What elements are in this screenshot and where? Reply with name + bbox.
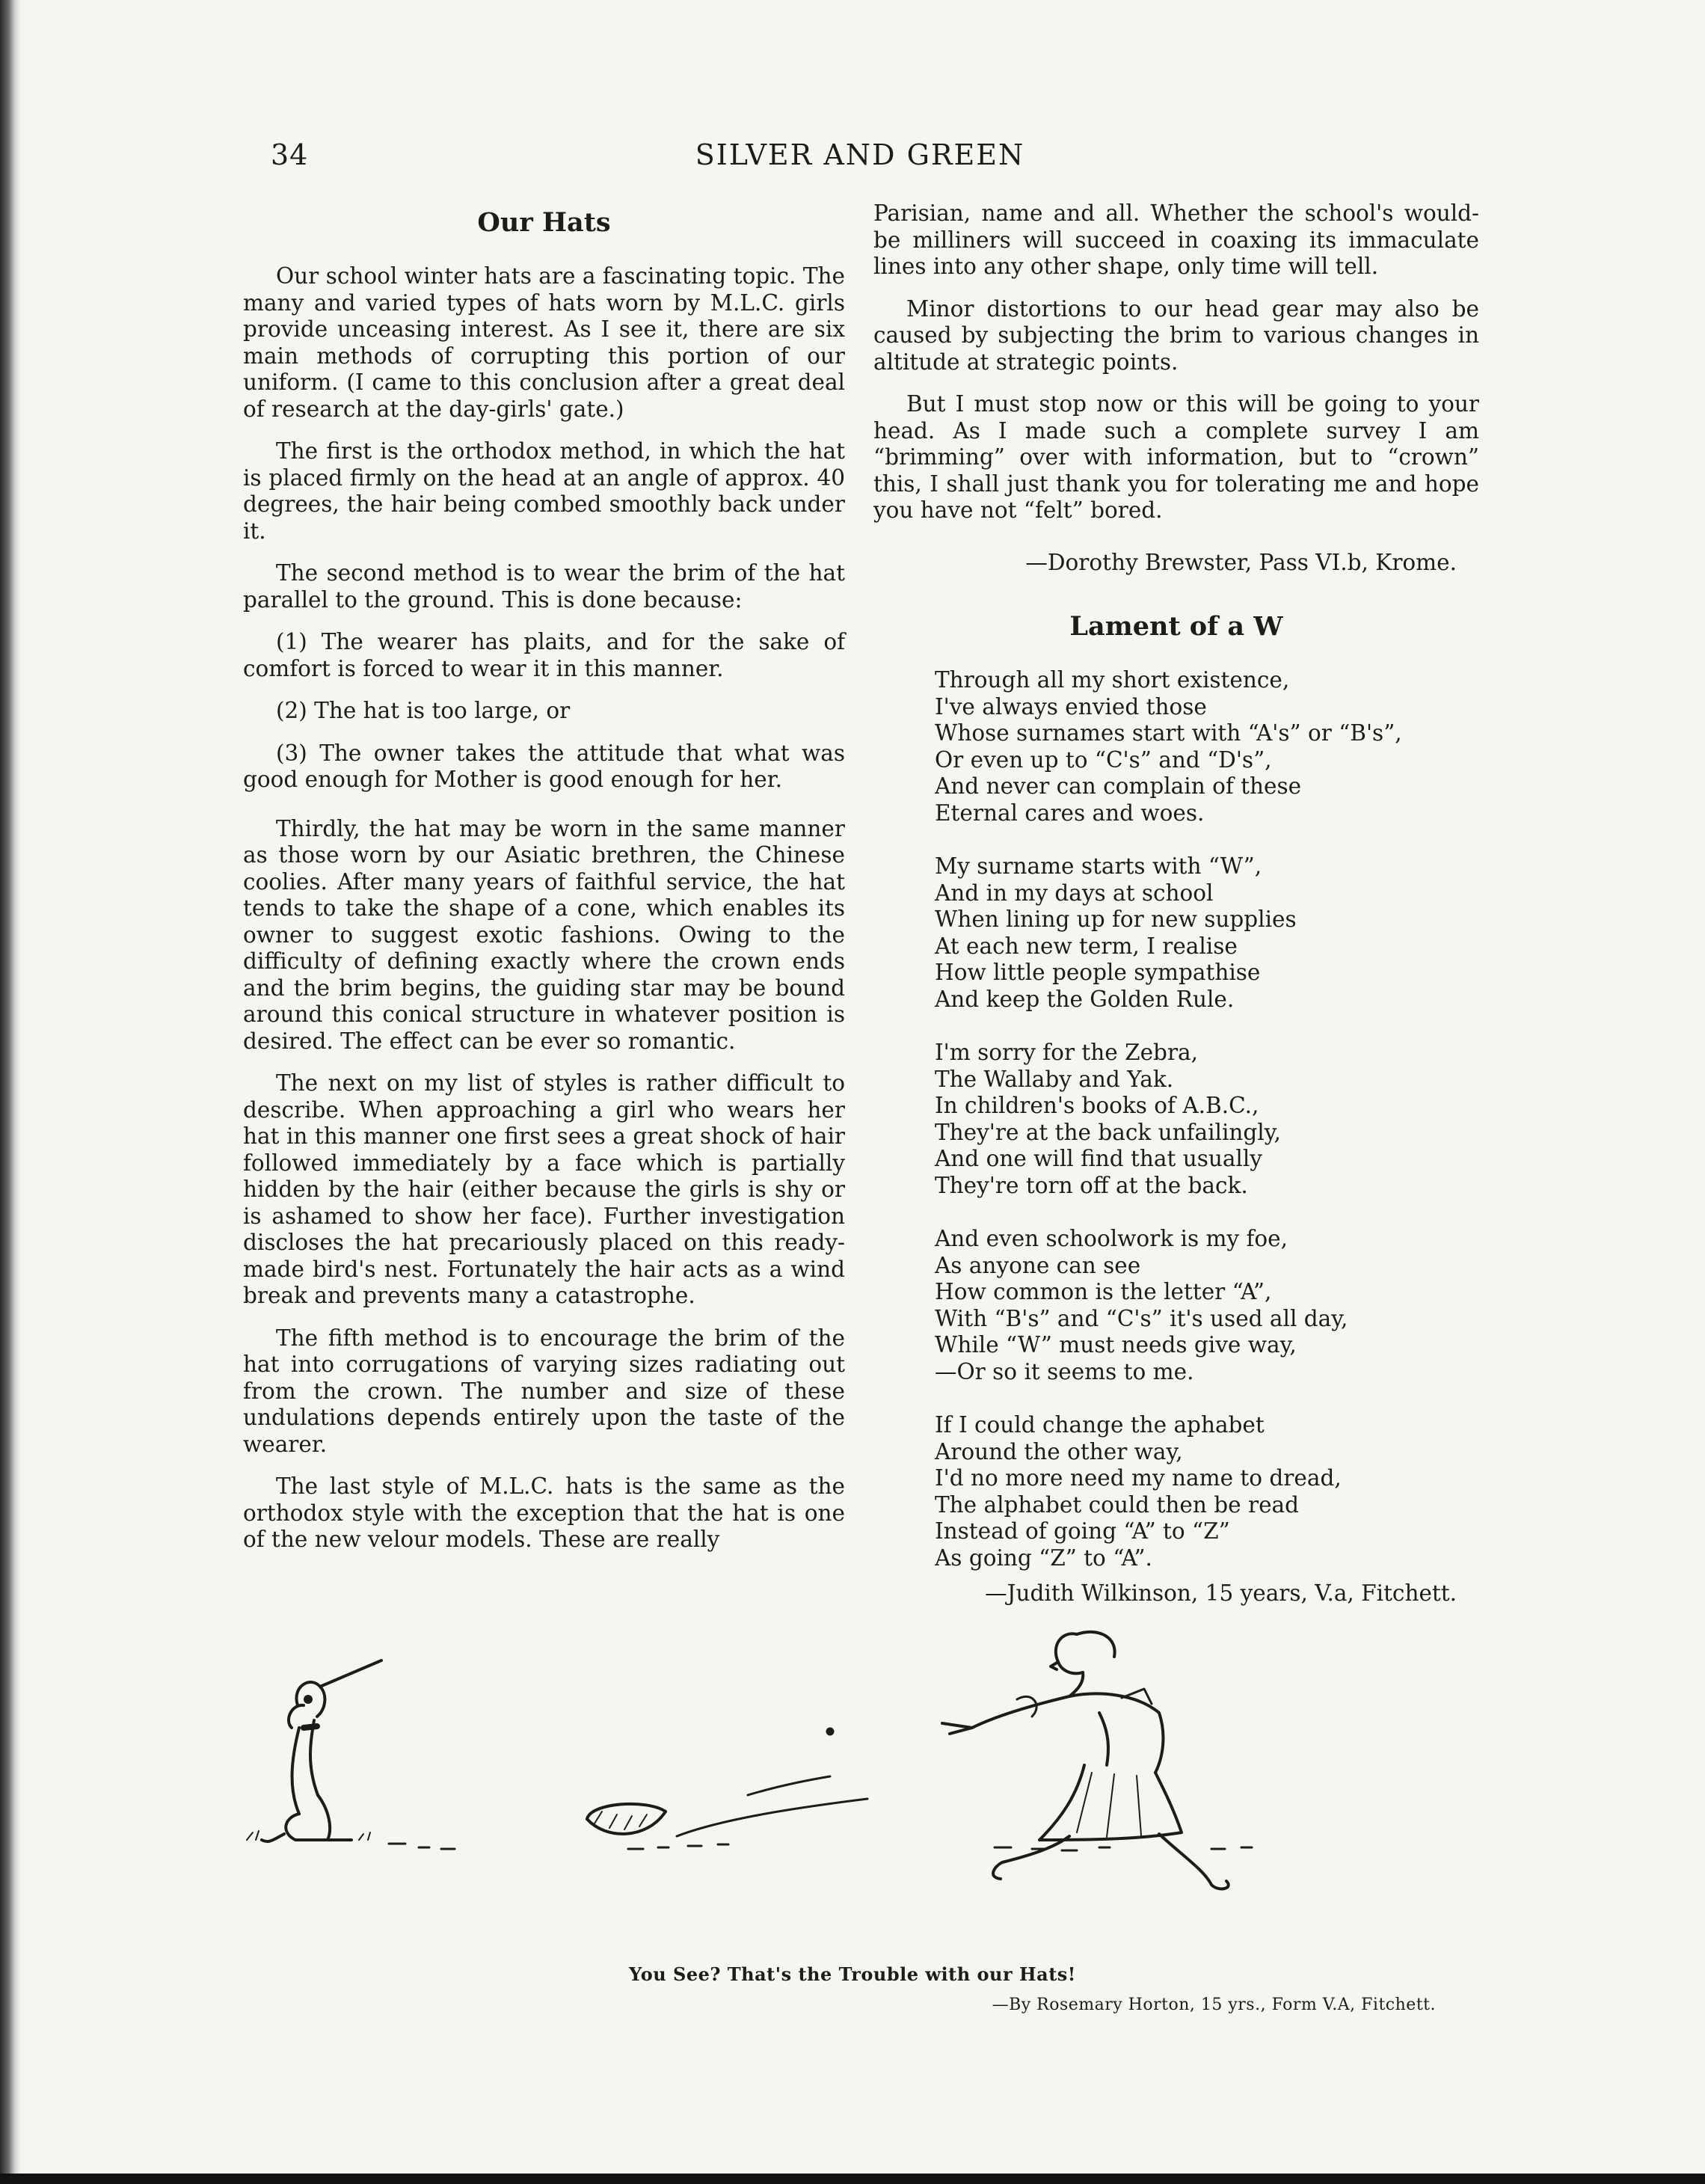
motion-lines	[677, 1729, 867, 1836]
poem-line: As going “Z” to “A”.	[935, 1545, 1152, 1571]
paragraph: The second method is to wear the brim of the hat parallel to the ground. This is done because:	[243, 560, 845, 613]
illustration-caption: You See? That's the Trouble with our Hats!	[629, 1963, 1076, 1985]
paragraph: Our school winter hats are a fascinating topic. The many and varied types of hats worn by M.L.C. girls provide unceasing interest. As I see it, there are six main methods of corrupting this portion of our uniform. (I came to this conclusion after a great deal of research at the day-girls' gate.)	[243, 263, 845, 422]
running-girl-drawing	[942, 1632, 1229, 1889]
poem-line: Whose surnames start with “A's” or “B's”,	[935, 720, 1402, 746]
poem-stanza	[935, 1412, 1479, 1571]
paragraph: (1) The wearer has plaits, and for the sake of comfort is forced to wear it in this manner.	[243, 629, 845, 681]
poem-line: And in my days at school	[935, 880, 1214, 906]
illustration-credit: —By Rosemary Horton, 15 yrs., Form V.A, Fitchett.	[992, 1996, 1436, 2014]
paragraph: (2) The hat is too large, or	[276, 698, 571, 723]
article-title: Our Hats	[477, 207, 611, 238]
poem-line: —Or so it seems to me.	[935, 1358, 1194, 1384]
poem-line: As anyone can see	[935, 1252, 1141, 1278]
poem-line: And never can complain of these	[935, 773, 1302, 799]
poem-line: Eternal cares and woes.	[935, 800, 1205, 826]
journal-title: SILVER AND GREEN	[695, 138, 1025, 171]
scan-bottom-edge	[0, 2174, 1705, 2184]
poem-line: At each new term, I realise	[935, 933, 1238, 959]
poem-line: I've always envied those	[935, 693, 1207, 720]
paragraph: (3) The owner takes the attitude that what was good enough for Mother is good enough for her.	[243, 740, 845, 792]
poem-line: I'm sorry for the Zebra,	[935, 1040, 1199, 1065]
paragraph: The next on my list of styles is rather difficult to describe. When approaching a girl who wears her hat in this manner one first sees a great shock of hair followed immediately by a face which is partially hidden by the hair (either because the girls is shy or is ashamed to show her face). Further investigation discloses the hat precariously placed on this ready-made bird's nest. Fortunately the hair acts as a wind break and prevents many a catastrophe.	[243, 1070, 845, 1308]
poem-line: And one will find that usually	[935, 1146, 1262, 1171]
ground-dashes	[389, 1844, 1252, 1850]
poem-line: When lining up for new supplies	[935, 907, 1297, 932]
poem-stanza	[935, 1040, 1479, 1199]
dog-drawing	[247, 1660, 381, 1841]
poem-line: Instead of going “A” to “Z”	[935, 1518, 1230, 1544]
paragraph: The first is the orthodox method, in which the hat is placed firmly on the head at an angle of approx. 40 degrees, the hair being combed smoothly back under it.	[243, 438, 845, 544]
poem-stanza	[935, 667, 1479, 826]
article-byline: —Dorothy Brewster, Pass VI.b, Krome.	[1025, 549, 1457, 575]
running-header	[0, 138, 1705, 176]
poem-line: They're at the back unfailingly,	[935, 1119, 1281, 1145]
poem-line: In children's books of A.B.C.,	[935, 1093, 1259, 1118]
page-number: 34	[271, 138, 309, 171]
poem-line: Around the other way,	[935, 1438, 1183, 1464]
poem-byline: —Judith Wilkinson, 15 years, V.a, Fitchett.	[985, 1580, 1457, 1606]
book-spine-edge	[0, 0, 21, 2184]
poem-line: Through all my short existence,	[935, 667, 1290, 693]
right-column	[873, 200, 1479, 1607]
poem	[935, 667, 1479, 1571]
paragraph: Minor distortions to our head gear may also be caused by subjecting the brim to various changes in altitude at strategic points.	[873, 295, 1479, 375]
left-column	[243, 200, 845, 1569]
poem-line: The Wallaby and Yak.	[935, 1066, 1174, 1092]
poem-line: The alphabet could then be read	[935, 1491, 1299, 1518]
cartoon-illustration	[239, 1616, 1496, 1960]
paragraph: Thirdly, the hat may be worn in the same manner as those worn by our Asiatic brethren, the Chinese coolies. After many years of faithful service, the hat tends to take the shape of a cone, which enables its owner to suggest exotic fashions. Owing to the difficulty of defining exactly where the crown ends and the brim begins, the guiding star may be bound around this conical structure in whatever position is desired. The effect can be ever so romantic.	[243, 815, 845, 1054]
poem-line: And keep the Golden Rule.	[935, 986, 1235, 1012]
poem-line: If I could change the aphabet	[935, 1412, 1265, 1438]
paragraph: Parisian, name and all. Whether the school's would-be milliners will succeed in coaxing its immaculate lines into any other shape, only time will tell.	[873, 200, 1479, 279]
poem-line: They're torn off at the back.	[935, 1172, 1248, 1198]
paragraph: The last style of M.L.C. hats is the same as the orthodox style with the exception that the hat is one of the new velour models. These are really	[243, 1473, 845, 1552]
poem-line: I'd no more need my name to dread,	[935, 1465, 1342, 1491]
poem-stanza	[935, 1226, 1479, 1385]
hat-drawing	[587, 1804, 666, 1834]
poem-line: And even schoolwork is my foe,	[935, 1226, 1288, 1251]
poem-stanza	[935, 853, 1479, 1013]
paragraph: The fifth method is to encourage the brim of the hat into corrugations of varying sizes radiating out from the crown. The number and size of these undulations depends entirely upon the taste of the wearer.	[243, 1325, 845, 1457]
poem-line: My surname starts with “W”,	[935, 853, 1262, 879]
poem-line: While “W” must needs give way,	[935, 1332, 1297, 1358]
poem-line: Or even up to “C's” and “D's”,	[935, 746, 1272, 773]
poem-title: Lament of a W	[1069, 611, 1283, 642]
poem-line: How common is the letter “A”,	[935, 1279, 1272, 1304]
poem-line: How little people sympathise	[935, 960, 1261, 985]
paragraph: But I must stop now or this will be going to your head. As I made such a complete survey I am “brimming” over with information, but to “crown” this, I shall just thank you for tolerating me and hope you have not “felt” bored.	[873, 391, 1479, 523]
poem-line: With “B's” and “C's” it's used all day,	[935, 1305, 1348, 1331]
